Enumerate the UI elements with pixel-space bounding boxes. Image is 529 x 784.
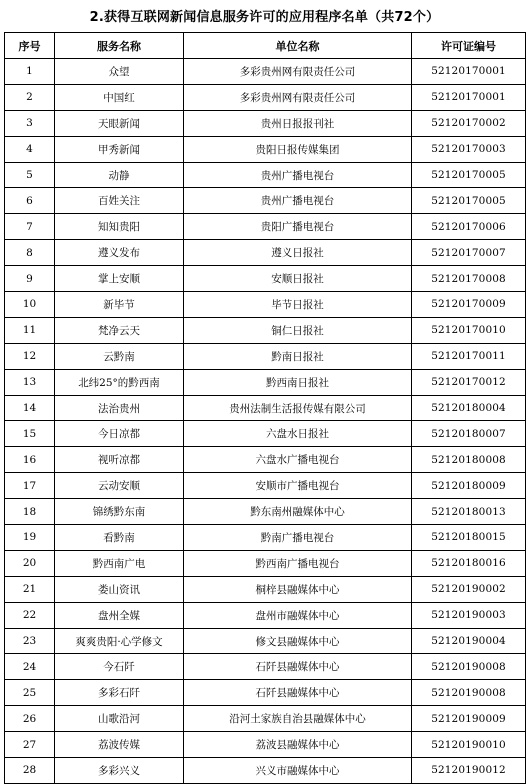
cell-service-name: 黔西南广电 <box>55 550 184 576</box>
table-row <box>5 317 526 343</box>
cell-service-name: 多彩兴义 <box>55 758 184 784</box>
cell-no: 15 <box>5 421 55 447</box>
cell-unit-name: 黔西南日报社 <box>184 369 412 395</box>
cell-no: 9 <box>5 266 55 292</box>
cell-service-name: 掌上安顺 <box>55 266 184 292</box>
table-row <box>5 602 526 628</box>
cell-service-name: 爽爽贵阳·心学修文 <box>55 628 184 654</box>
cell-service-name: 新毕节 <box>55 292 184 318</box>
cell-service-name: 娄山资讯 <box>55 576 184 602</box>
cell-license-no: 52120170008 <box>412 266 526 292</box>
cell-no: 11 <box>5 317 55 343</box>
cell-unit-name: 兴义市融媒体中心 <box>184 758 412 784</box>
table-row <box>5 162 526 188</box>
cell-no: 20 <box>5 550 55 576</box>
cell-license-no: 52120180015 <box>412 525 526 551</box>
cell-license-no: 52120190008 <box>412 680 526 706</box>
cell-no: 14 <box>5 395 55 421</box>
cell-unit-name: 盘州市融媒体中心 <box>184 602 412 628</box>
cell-license-no: 52120190003 <box>412 602 526 628</box>
cell-service-name: 百姓关注 <box>55 188 184 214</box>
table-row <box>5 421 526 447</box>
cell-unit-name: 修文县融媒体中心 <box>184 628 412 654</box>
cell-unit-name: 六盘水日报社 <box>184 421 412 447</box>
table-row <box>5 576 526 602</box>
table-row <box>5 654 526 680</box>
cell-service-name: 梵净云天 <box>55 317 184 343</box>
cell-unit-name: 贵阳广播电视台 <box>184 214 412 240</box>
header-unit-name: 单位名称 <box>184 33 412 59</box>
cell-no: 3 <box>5 110 55 136</box>
table-row <box>5 706 526 732</box>
cell-no: 2 <box>5 84 55 110</box>
cell-no: 21 <box>5 576 55 602</box>
cell-license-no: 52120180009 <box>412 473 526 499</box>
cell-no: 24 <box>5 654 55 680</box>
cell-license-no: 52120190012 <box>412 758 526 784</box>
table-row <box>5 499 526 525</box>
cell-unit-name: 贵阳日报传媒集团 <box>184 136 412 162</box>
cell-license-no: 52120170005 <box>412 162 526 188</box>
table-row <box>5 266 526 292</box>
cell-no: 18 <box>5 499 55 525</box>
cell-license-no: 52120190010 <box>412 732 526 758</box>
cell-license-no: 52120180007 <box>412 421 526 447</box>
cell-no: 25 <box>5 680 55 706</box>
cell-no: 10 <box>5 292 55 318</box>
cell-license-no: 52120170012 <box>412 369 526 395</box>
cell-unit-name: 六盘水广播电视台 <box>184 447 412 473</box>
cell-license-no: 52120170005 <box>412 188 526 214</box>
cell-service-name: 今日凉都 <box>55 421 184 447</box>
cell-license-no: 52120170006 <box>412 214 526 240</box>
cell-service-name: 视听凉都 <box>55 447 184 473</box>
cell-license-no: 52120190004 <box>412 628 526 654</box>
cell-unit-name: 遵义日报社 <box>184 240 412 266</box>
table-row <box>5 525 526 551</box>
cell-service-name: 云黔南 <box>55 343 184 369</box>
cell-no: 1 <box>5 59 55 85</box>
cell-service-name: 中国红 <box>55 84 184 110</box>
cell-unit-name: 石阡县融媒体中心 <box>184 654 412 680</box>
cell-service-name: 今石阡 <box>55 654 184 680</box>
cell-license-no: 52120170011 <box>412 343 526 369</box>
table-row <box>5 214 526 240</box>
table-row <box>5 680 526 706</box>
cell-no: 13 <box>5 369 55 395</box>
cell-no: 12 <box>5 343 55 369</box>
cell-license-no: 52120180008 <box>412 447 526 473</box>
cell-service-name: 看黔南 <box>55 525 184 551</box>
table-row <box>5 550 526 576</box>
cell-license-no: 52120170009 <box>412 292 526 318</box>
cell-no: 22 <box>5 602 55 628</box>
table-row <box>5 628 526 654</box>
cell-license-no: 52120170001 <box>412 59 526 85</box>
cell-service-name: 北纬25°的黔西南 <box>55 369 184 395</box>
cell-unit-name: 安顺日报社 <box>184 266 412 292</box>
table-row <box>5 447 526 473</box>
cell-unit-name: 沿河土家族自治县融媒体中心 <box>184 706 412 732</box>
table-row <box>5 292 526 318</box>
cell-unit-name: 石阡县融媒体中心 <box>184 680 412 706</box>
cell-license-no: 52120190008 <box>412 654 526 680</box>
cell-service-name: 遵义发布 <box>55 240 184 266</box>
table-row <box>5 369 526 395</box>
cell-service-name: 山歌沿河 <box>55 706 184 732</box>
cell-service-name: 盘州全媒 <box>55 602 184 628</box>
cell-no: 19 <box>5 525 55 551</box>
cell-no: 27 <box>5 732 55 758</box>
cell-service-name: 荔波传媒 <box>55 732 184 758</box>
cell-unit-name: 贵州日报报刊社 <box>184 110 412 136</box>
table-row <box>5 343 526 369</box>
cell-license-no: 52120170002 <box>412 110 526 136</box>
header-no: 序号 <box>5 33 55 59</box>
cell-unit-name: 黔东南州融媒体中心 <box>184 499 412 525</box>
cell-unit-name: 贵州法制生活报传媒有限公司 <box>184 395 412 421</box>
cell-license-no: 52120170001 <box>412 84 526 110</box>
cell-no: 26 <box>5 706 55 732</box>
table-row <box>5 732 526 758</box>
cell-no: 6 <box>5 188 55 214</box>
cell-unit-name: 黔南广播电视台 <box>184 525 412 551</box>
cell-license-no: 52120190002 <box>412 576 526 602</box>
cell-service-name: 锦绣黔东南 <box>55 499 184 525</box>
cell-license-no: 52120180016 <box>412 550 526 576</box>
document-title: 2.获得互联网新闻信息服务许可的应用程序名单（共72个） <box>89 10 440 25</box>
table-row <box>5 240 526 266</box>
header-row <box>5 33 526 59</box>
table-row <box>5 136 526 162</box>
cell-license-no: 52120170003 <box>412 136 526 162</box>
cell-service-name: 天眼新闻 <box>55 110 184 136</box>
table-row <box>5 188 526 214</box>
cell-service-name: 云动安顺 <box>55 473 184 499</box>
cell-license-no: 52120180004 <box>412 395 526 421</box>
cell-no: 4 <box>5 136 55 162</box>
cell-no: 8 <box>5 240 55 266</box>
cell-license-no: 52120180013 <box>412 499 526 525</box>
cell-license-no: 52120190009 <box>412 706 526 732</box>
table-row <box>5 59 526 85</box>
cell-no: 17 <box>5 473 55 499</box>
table-body <box>5 59 526 784</box>
cell-no: 23 <box>5 628 55 654</box>
cell-service-name: 知知贵阳 <box>55 214 184 240</box>
table-row <box>5 758 526 784</box>
table-row <box>5 473 526 499</box>
cell-no: 28 <box>5 758 55 784</box>
cell-unit-name: 铜仁日报社 <box>184 317 412 343</box>
cell-unit-name: 安顺市广播电视台 <box>184 473 412 499</box>
cell-service-name: 甲秀新闻 <box>55 136 184 162</box>
cell-no: 7 <box>5 214 55 240</box>
header-license-no: 许可证编号 <box>412 33 526 59</box>
cell-unit-name: 黔南日报社 <box>184 343 412 369</box>
cell-service-name: 动静 <box>55 162 184 188</box>
license-table <box>4 32 526 784</box>
cell-no: 16 <box>5 447 55 473</box>
cell-unit-name: 贵州广播电视台 <box>184 162 412 188</box>
cell-unit-name: 荔波县融媒体中心 <box>184 732 412 758</box>
cell-unit-name: 贵州广播电视台 <box>184 188 412 214</box>
table-row <box>5 84 526 110</box>
cell-service-name: 众望 <box>55 59 184 85</box>
table-row <box>5 110 526 136</box>
table-row <box>5 395 526 421</box>
cell-unit-name: 毕节日报社 <box>184 292 412 318</box>
cell-unit-name: 黔西南广播电视台 <box>184 550 412 576</box>
cell-no: 5 <box>5 162 55 188</box>
cell-unit-name: 多彩贵州网有限责任公司 <box>184 84 412 110</box>
cell-license-no: 52120170007 <box>412 240 526 266</box>
header-service-name: 服务名称 <box>55 33 184 59</box>
cell-unit-name: 桐梓县融媒体中心 <box>184 576 412 602</box>
cell-unit-name: 多彩贵州网有限责任公司 <box>184 59 412 85</box>
cell-service-name: 多彩石阡 <box>55 680 184 706</box>
cell-license-no: 52120170010 <box>412 317 526 343</box>
cell-service-name: 法治贵州 <box>55 395 184 421</box>
